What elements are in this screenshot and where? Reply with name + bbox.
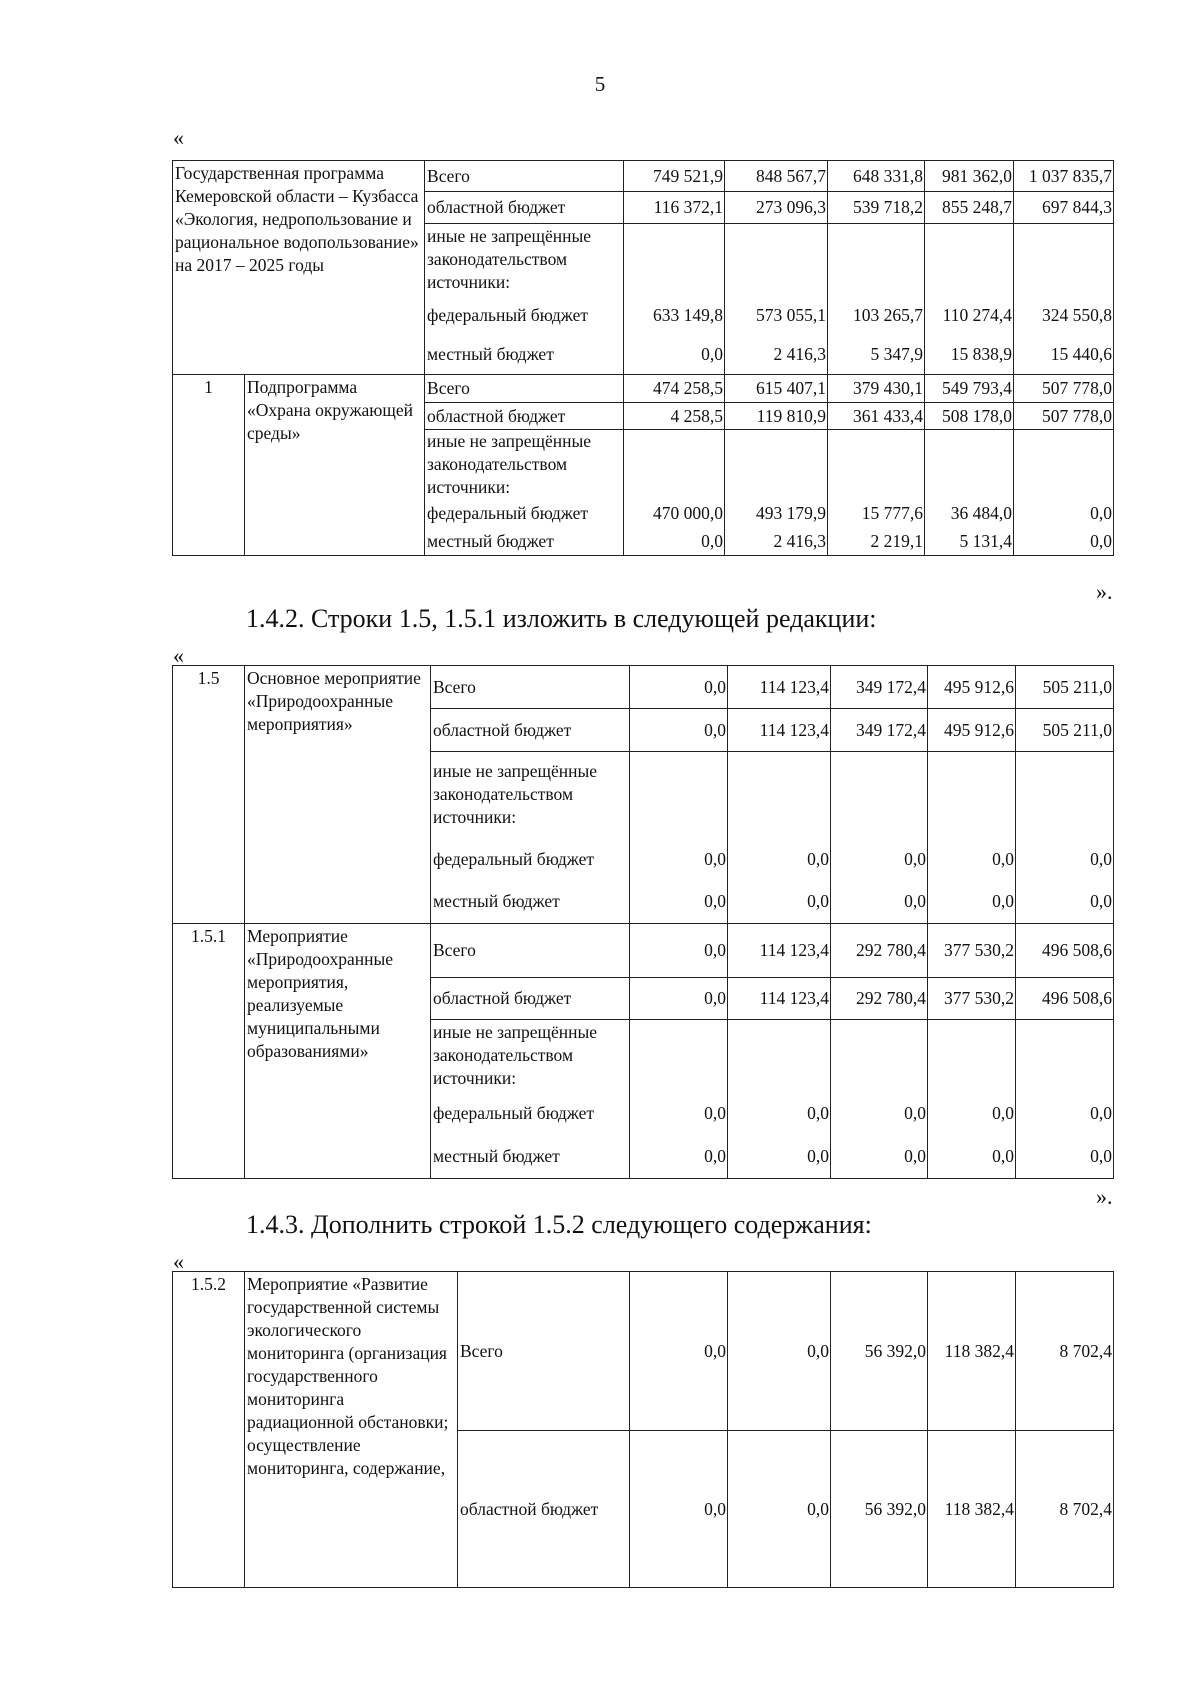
cell-value: 0,0 xyxy=(630,924,728,978)
closing-quote: ». xyxy=(1096,579,1113,604)
cell-value: 0,0 xyxy=(928,881,1016,924)
cell-value: 379 430,1 xyxy=(828,375,925,403)
cell-value: 0,0 xyxy=(831,1092,928,1136)
cell-value: 981 362,0 xyxy=(925,161,1014,192)
opening-quote: « xyxy=(173,125,184,150)
cell-value: 103 265,7 xyxy=(828,296,925,336)
cell-value: 15 440,6 xyxy=(1014,336,1114,375)
row-label: Всего xyxy=(425,375,624,403)
cell-value: 0,0 xyxy=(1016,1136,1114,1179)
row-label: местный бюджет xyxy=(425,336,624,375)
cell-value: 5 131,4 xyxy=(925,528,1014,556)
cell-value: 8 702,4 xyxy=(1016,1272,1114,1431)
cell-value: 0,0 xyxy=(928,838,1016,881)
row-label: Всего xyxy=(431,924,630,978)
cell-value: 573 055,1 xyxy=(725,296,828,336)
cell-value: 114 123,4 xyxy=(728,978,831,1020)
monitoring-budget-table xyxy=(172,1271,1114,1588)
cell-value: 0,0 xyxy=(630,1092,728,1136)
cell-value: 8 702,4 xyxy=(1016,1431,1114,1588)
section-heading: 1.4.2. Строки 1.5, 1.5.1 изложить в следующей редакции: xyxy=(246,604,877,633)
cell-value: 615 407,1 xyxy=(725,375,828,403)
cell-value: 0,0 xyxy=(630,1431,728,1588)
cell-value: 855 248,7 xyxy=(925,192,1014,224)
program-budget-table xyxy=(172,160,1114,556)
cell-value: 495 912,6 xyxy=(928,709,1016,752)
cell-value: 0,0 xyxy=(630,881,728,924)
cell-value: 495 912,6 xyxy=(928,666,1016,709)
cell-value: 539 718,2 xyxy=(828,192,925,224)
row-index: 1.5.1 xyxy=(173,924,245,1179)
cell-value: 0,0 xyxy=(630,666,728,709)
cell-value: 470 000,0 xyxy=(624,500,725,528)
cell-value: 0,0 xyxy=(630,1136,728,1179)
table-row xyxy=(173,161,1114,192)
cell-value: 0,0 xyxy=(1016,838,1114,881)
cell-value: 0,0 xyxy=(624,528,725,556)
cell-value: 118 382,4 xyxy=(928,1272,1016,1431)
section-heading: 1.4.3. Дополнить строкой 1.5.2 следующего содержания: xyxy=(246,1210,872,1239)
cell-value: 697 844,3 xyxy=(1014,192,1114,224)
row-label: областной бюджет xyxy=(431,709,630,752)
cell-value: 0,0 xyxy=(630,1272,728,1431)
cell-value: 648 331,8 xyxy=(828,161,925,192)
page-number: 5 xyxy=(594,72,606,96)
cell-value: 15 838,9 xyxy=(925,336,1014,375)
cell-value: 633 149,8 xyxy=(624,296,725,336)
table-row xyxy=(173,1272,1114,1431)
cell-value: 0,0 xyxy=(831,1136,928,1179)
cell-value: 2 416,3 xyxy=(725,528,828,556)
table-row xyxy=(173,666,1114,709)
cell-value: 0,0 xyxy=(928,1136,1016,1179)
row-label: Всего xyxy=(431,666,630,709)
cell-value: 118 382,4 xyxy=(928,1431,1016,1588)
measure-name: Мероприятие «Развитие государственной системы экологического мониторинга (организация государственного мониторинга радиационной обстановки; осуществление мониторинга, содержание, xyxy=(245,1272,458,1588)
cell-value: 749 521,9 xyxy=(624,161,725,192)
row-label: иные не запрещённые законодательством источники: xyxy=(431,752,630,838)
row-index: 1 xyxy=(173,375,245,556)
cell-value: 5 347,9 xyxy=(828,336,925,375)
table-row xyxy=(173,924,1114,978)
cell-value: 0,0 xyxy=(630,838,728,881)
opening-quote: « xyxy=(173,1249,184,1274)
cell-value: 114 123,4 xyxy=(728,709,831,752)
row-label: иные не запрещённые законодательством источники: xyxy=(425,224,624,296)
cell-value: 273 096,3 xyxy=(725,192,828,224)
cell-value: 0,0 xyxy=(831,838,928,881)
row-label: иные не запрещённые законодательством источники: xyxy=(425,430,624,500)
cell-value: 377 530,2 xyxy=(928,978,1016,1020)
cell-value: 324 550,8 xyxy=(1014,296,1114,336)
cell-value: 0,0 xyxy=(1014,500,1114,528)
row-index: 1.5 xyxy=(173,666,245,924)
cell-value: 116 372,1 xyxy=(624,192,725,224)
opening-quote: « xyxy=(173,643,184,668)
row-label: федеральный бюджет xyxy=(425,500,624,528)
row-label: местный бюджет xyxy=(431,1136,630,1179)
row-label: федеральный бюджет xyxy=(425,296,624,336)
row-label: Всего xyxy=(425,161,624,192)
cell-value: 0,0 xyxy=(630,978,728,1020)
cell-value: 507 778,0 xyxy=(1014,403,1114,430)
program-name: Государственная программа Кемеровской области – Кузбасса «Экология, недропользование и рациональное водопользование» на 2017 – 2025 годы xyxy=(173,161,425,375)
cell-value: 56 392,0 xyxy=(831,1272,928,1431)
cell-value: 505 211,0 xyxy=(1016,666,1114,709)
cell-value: 119 810,9 xyxy=(725,403,828,430)
cell-value: 114 123,4 xyxy=(728,666,831,709)
cell-value: 361 433,4 xyxy=(828,403,925,430)
cell-value: 0,0 xyxy=(928,1092,1016,1136)
cell-value: 36 484,0 xyxy=(925,500,1014,528)
cell-value: 0,0 xyxy=(1014,528,1114,556)
cell-value: 349 172,4 xyxy=(831,666,928,709)
row-label: Всего xyxy=(458,1272,630,1431)
cell-value: 377 530,2 xyxy=(928,924,1016,978)
cell-value: 292 780,4 xyxy=(831,924,928,978)
cell-value: 349 172,4 xyxy=(831,709,928,752)
closing-quote: ». xyxy=(1096,1184,1113,1209)
cell-value: 848 567,7 xyxy=(725,161,828,192)
cell-value: 0,0 xyxy=(728,838,831,881)
row-label: федеральный бюджет xyxy=(431,838,630,881)
cell-value: 2 219,1 xyxy=(828,528,925,556)
cell-value: 1 037 835,7 xyxy=(1014,161,1114,192)
cell-value: 0,0 xyxy=(1016,881,1114,924)
cell-value: 4 258,5 xyxy=(624,403,725,430)
cell-value: 2 416,3 xyxy=(725,336,828,375)
row-label: федеральный бюджет xyxy=(431,1092,630,1136)
row-label: областной бюджет xyxy=(425,192,624,224)
cell-value: 496 508,6 xyxy=(1016,924,1114,978)
cell-value: 15 777,6 xyxy=(828,500,925,528)
row-label: иные не запрещённые законодательством источники: xyxy=(431,1020,630,1092)
cell-value: 549 793,4 xyxy=(925,375,1014,403)
cell-value: 56 392,0 xyxy=(831,1431,928,1588)
row-label: областной бюджет xyxy=(458,1431,630,1588)
cell-value: 0,0 xyxy=(630,709,728,752)
row-label: областной бюджет xyxy=(425,403,624,430)
row-label: местный бюджет xyxy=(425,528,624,556)
cell-value: 0,0 xyxy=(728,881,831,924)
cell-value: 474 258,5 xyxy=(624,375,725,403)
cell-value: 0,0 xyxy=(728,1431,831,1588)
row-label: местный бюджет xyxy=(431,881,630,924)
row-label: областной бюджет xyxy=(431,978,630,1020)
cell-value: 0,0 xyxy=(728,1092,831,1136)
cell-value: 508 178,0 xyxy=(925,403,1014,430)
cell-value: 496 508,6 xyxy=(1016,978,1114,1020)
cell-value: 0,0 xyxy=(1016,1092,1114,1136)
cell-value: 0,0 xyxy=(831,881,928,924)
cell-value: 507 778,0 xyxy=(1014,375,1114,403)
measure-name: Основное мероприятие «Природоохранные мероприятия» xyxy=(245,666,431,924)
cell-value: 292 780,4 xyxy=(831,978,928,1020)
subprogram-name: Подпрограмма «Охрана окружающей среды» xyxy=(245,375,425,556)
measures-budget-table xyxy=(172,665,1114,1179)
cell-value: 0,0 xyxy=(728,1272,831,1431)
measure-name: Мероприятие «Природоохранные мероприятия, реализуемые муниципальными образованиями» xyxy=(245,924,431,1179)
cell-value: 0,0 xyxy=(624,336,725,375)
cell-value: 505 211,0 xyxy=(1016,709,1114,752)
cell-value: 114 123,4 xyxy=(728,924,831,978)
table-row xyxy=(173,375,1114,403)
cell-value: 0,0 xyxy=(728,1136,831,1179)
cell-value: 110 274,4 xyxy=(925,296,1014,336)
row-index: 1.5.2 xyxy=(173,1272,245,1588)
cell-value: 493 179,9 xyxy=(725,500,828,528)
